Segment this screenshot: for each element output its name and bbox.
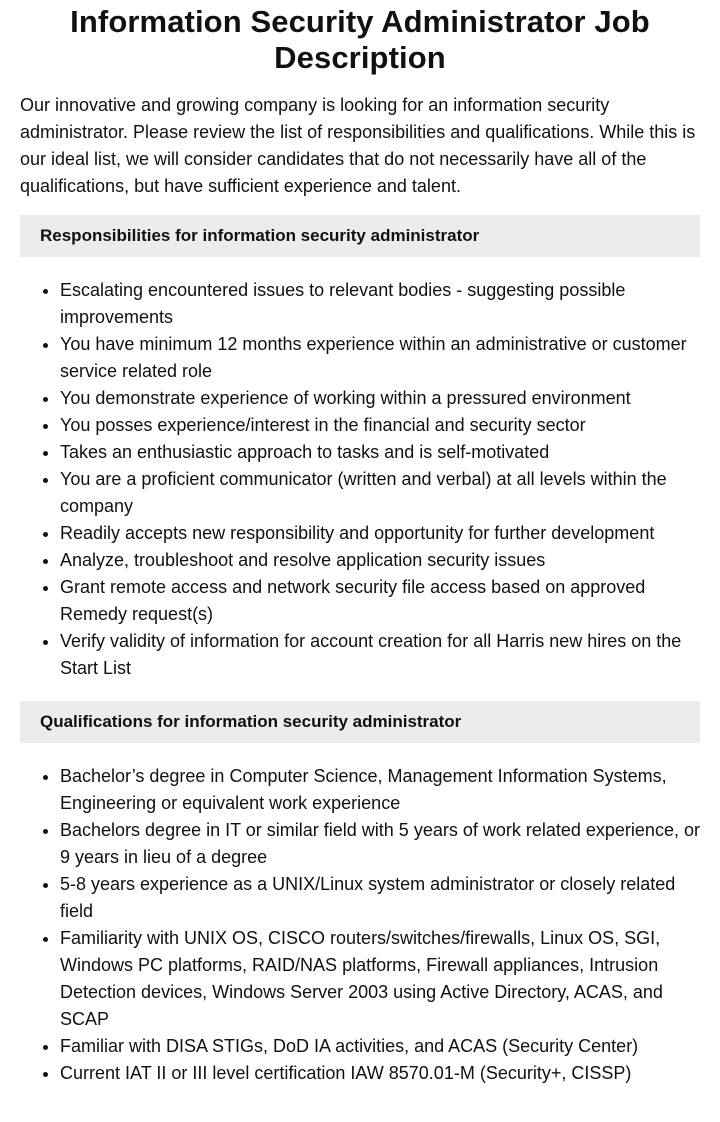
job-description-page bbox=[0, 4, 720, 1087]
list-item: • Current IAT II or III level certification IAW 8570.01-M (Security+, CISSP) bbox=[60, 1060, 700, 1087]
list-item: • You demonstrate experience of working within a pressured environment bbox=[60, 385, 700, 412]
intro-paragraph: Our innovative and growing company is looking for an information security administrator. Please review the list of responsibilities and qualifications. While this is our ideal list, we will consider candidates that do not necessarily have all of the qualifications, but have sufficient experience and talent. bbox=[20, 95, 696, 196]
list-item: • Grant remote access and network security file access based on approved Remedy request(s) bbox=[60, 574, 700, 628]
responsibilities-list bbox=[20, 277, 700, 682]
list-item: • Familiar with DISA STIGs, DoD IA activities, and ACAS (Security Center) bbox=[60, 1033, 700, 1060]
list-item: • You posses experience/interest in the financial and security sector bbox=[60, 412, 700, 439]
list-item: • Familiarity with UNIX OS, CISCO routers/switches/firewalls, Linux OS, SGI, Windows PC platforms, RAID/NAS platforms, Firewall appliances, Intrusion Detection devices, Windows Server 2003 using Active Directory, ACAS, and SCAP bbox=[60, 925, 700, 1033]
list-item: • Verify validity of information for account creation for all Harris new hires on the Start List bbox=[60, 628, 700, 682]
list-item: • Bachelor’s degree in Computer Science, Management Information Systems, Engineering or equivalent work experience bbox=[60, 763, 700, 817]
list-item: • Analyze, troubleshoot and resolve application security issues bbox=[60, 547, 700, 574]
list-item: • 5-8 years experience as a UNIX/Linux system administrator or closely related field bbox=[60, 871, 700, 925]
responsibilities-heading: Responsibilities for information security administrator bbox=[20, 215, 700, 257]
list-item: • Escalating encountered issues to relevant bodies - suggesting possible improvements bbox=[60, 277, 700, 331]
list-item: • You have minimum 12 months experience within an administrative or customer service related role bbox=[60, 331, 700, 385]
qualifications-heading: Qualifications for information security administrator bbox=[20, 701, 700, 743]
page-title: Information Security Administrator Job Description bbox=[70, 4, 650, 75]
list-item: • Takes an enthusiastic approach to tasks and is self-motivated bbox=[60, 439, 700, 466]
list-item: • Readily accepts new responsibility and opportunity for further development bbox=[60, 520, 700, 547]
qualifications-list bbox=[20, 763, 700, 1087]
list-item: • Bachelors degree in IT or similar field with 5 years of work related experience, or 9 years in lieu of a degree bbox=[60, 817, 700, 871]
list-item: • You are a proficient communicator (written and verbal) at all levels within the company bbox=[60, 466, 700, 520]
